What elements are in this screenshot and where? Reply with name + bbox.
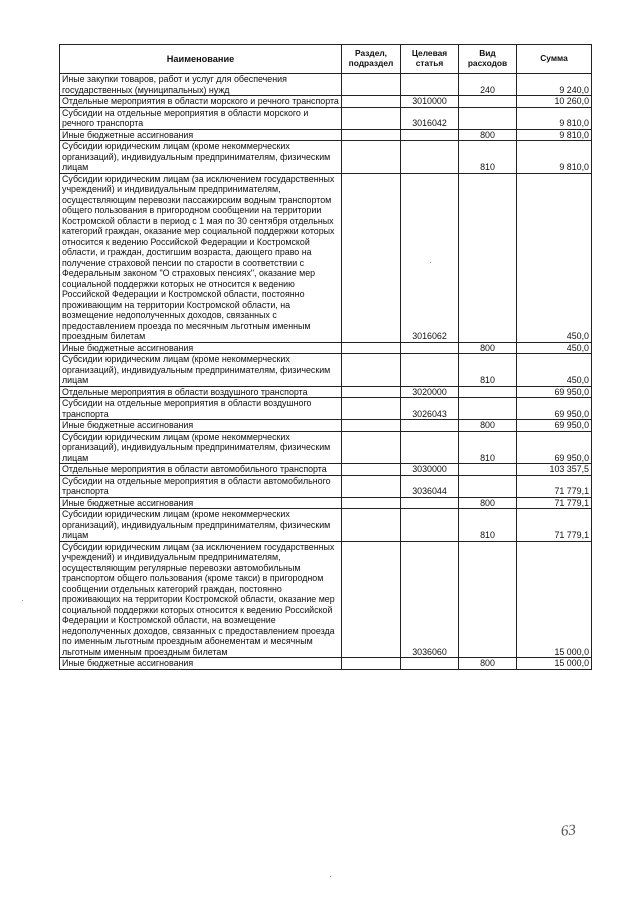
cell-type [459,475,517,497]
cell-name: Субсидии на отдельные мероприятия в области автомобильного транспорта [60,475,342,497]
table-row [60,475,592,497]
cell-section [342,354,401,387]
cell-target [401,342,459,354]
cell-target [401,658,459,670]
cell-section [342,74,401,96]
table-row [60,173,592,342]
cell-sum: 450,0 [517,173,592,342]
header-type: Вид расходов [459,45,517,74]
cell-target [401,420,459,432]
table-row [60,74,592,96]
cell-sum: 15 000,0 [517,658,592,670]
cell-section [342,141,401,174]
cell-name: Отдельные мероприятия в области автомобильного транспорта [60,464,342,476]
cell-section [342,509,401,542]
cell-target [401,74,459,96]
cell-type [459,398,517,420]
cell-name: Субсидии юридическим лицам (за исключением государственных учреждений) и индивидуальным предпринимателям, осуществляющим перевозки пассажирским водным транспортом общего пользования в пригородном сообщении на территории Костромской области в период с 1 мая по 30 сентября отдельных категорий граждан, оказание мер социальной поддержки которых относится к ведению Российской Федерации и Костромской области, и граждан, достигшим возраста, дающего право на получение страховой пенсии по старости в соответствии с Федеральным законом "О страховых пенсиях", оказание мер социальной поддержки которых не относится к ведению Российской Федерации и Костромской области, постоянно проживающим на территории Костромской области, на возмещение недополученных доходов, связанных с предоставлением проезда по месячным льготным именным проездным билетам [60,173,342,342]
cell-sum: 69 950,0 [517,420,592,432]
cell-target: 3010000 [401,96,459,108]
cell-name: Отдельные мероприятия в области морского и речного транспорта [60,96,342,108]
page-number: 63 [560,822,577,840]
cell-name: Иные бюджетные ассигнования [60,497,342,509]
cell-target: 3016042 [401,107,459,129]
cell-type: 810 [459,431,517,464]
cell-section [342,497,401,509]
cell-sum: 71 779,1 [517,475,592,497]
table-row [60,141,592,174]
cell-section [342,107,401,129]
cell-name: Иные бюджетные ассигнования [60,658,342,670]
header-target: Целевая статья [401,45,459,74]
cell-type: 810 [459,509,517,542]
cell-name: Субсидии юридическим лицам (за исключением государственных учреждений) и индивидуальным предпринимателям, осуществляющим регулярные перевозки автомобильным транспортом общего пользования (кроме такси) в пригородном сообщении отдельных категорий граждан, постоянно проживающих на территории Костромской области, оказание мер социальной поддержки которых относится к ведению Российской Федерации и Костромской области, на возмещение недополученных доходов, связанных с предоставлением проезда по именным льготным проездным абонементам и месячным льготным именным проездным билетам [60,541,342,658]
cell-target [401,129,459,141]
cell-name: Субсидии юридическим лицам (кроме некоммерческих организаций), индивидуальным предпринимателям, физическим лицам [60,354,342,387]
cell-target [401,354,459,387]
cell-type: 800 [459,497,517,509]
cell-sum: 9 240,0 [517,74,592,96]
cell-sum: 9 810,0 [517,141,592,174]
table-row [60,107,592,129]
cell-type: 810 [459,141,517,174]
cell-section [342,96,401,108]
cell-name: Иные закупки товаров, работ и услуг для обеспечения государственных (муниципальных) нужд [60,74,342,96]
cell-name: Субсидии на отдельные мероприятия в области морского и речного транспорта [60,107,342,129]
cell-type [459,464,517,476]
cell-section [342,386,401,398]
cell-sum: 71 779,1 [517,497,592,509]
cell-target [401,431,459,464]
cell-type: 810 [459,354,517,387]
header-sum: Сумма [517,45,592,74]
cell-name: Отдельные мероприятия в области воздушного транспорта [60,386,342,398]
cell-sum: 69 950,0 [517,398,592,420]
cell-name: Субсидии юридическим лицам (кроме некоммерческих организаций), индивидуальным предпринимателям, физическим лицам [60,141,342,174]
table-row [60,509,592,542]
cell-section [342,658,401,670]
cell-section [342,129,401,141]
cell-target [401,509,459,542]
cell-type: 800 [459,658,517,670]
cell-target: 3020000 [401,386,459,398]
cell-sum: 15 000,0 [517,541,592,658]
cell-sum: 9 810,0 [517,107,592,129]
cell-section [342,342,401,354]
cell-sum: 71 779,1 [517,509,592,542]
cell-name: Иные бюджетные ассигнования [60,420,342,432]
cell-target: 3036060 [401,541,459,658]
cell-name: Субсидии на отдельные мероприятия в области воздушного транспорта [60,398,342,420]
cell-name: Иные бюджетные ассигнования [60,129,342,141]
cell-type: 800 [459,342,517,354]
cell-name: Иные бюджетные ассигнования [60,342,342,354]
cell-section [342,464,401,476]
cell-target: 3030000 [401,464,459,476]
scan-speck [22,600,23,601]
cell-section [342,420,401,432]
scan-speck [430,262,431,263]
table-row [60,431,592,464]
cell-type [459,173,517,342]
budget-table [59,44,592,670]
cell-target [401,141,459,174]
cell-sum: 69 950,0 [517,386,592,398]
cell-section [342,431,401,464]
cell-section [342,541,401,658]
cell-type [459,107,517,129]
table-row [60,96,592,108]
cell-type: 240 [459,74,517,96]
scan-speck [330,876,331,877]
cell-target: 3036044 [401,475,459,497]
cell-target [401,497,459,509]
cell-type [459,541,517,658]
cell-name: Субсидии юридическим лицам (кроме некоммерческих организаций), индивидуальным предпринимателям, физическим лицам [60,431,342,464]
cell-sum: 103 357,5 [517,464,592,476]
table-row [60,129,592,141]
cell-name: Субсидии юридическим лицам (кроме некоммерческих организаций), индивидуальным предпринимателям, физическим лицам [60,509,342,542]
cell-section [342,173,401,342]
cell-type [459,96,517,108]
header-section: Раздел, подраздел [342,45,401,74]
cell-sum: 450,0 [517,342,592,354]
table-row [60,342,592,354]
table-row [60,658,592,670]
table-row [60,464,592,476]
cell-section [342,398,401,420]
table-row [60,541,592,658]
table-row [60,420,592,432]
cell-section [342,475,401,497]
cell-target: 3026043 [401,398,459,420]
cell-sum: 69 950,0 [517,431,592,464]
cell-target: 3016062 [401,173,459,342]
table-row [60,354,592,387]
table-header-row [60,45,592,74]
cell-type [459,386,517,398]
cell-sum: 10 260,0 [517,96,592,108]
table-row [60,386,592,398]
cell-sum: 9 810,0 [517,129,592,141]
cell-type: 800 [459,420,517,432]
header-name: Наименование [60,45,342,74]
table-row [60,497,592,509]
cell-type: 800 [459,129,517,141]
table-row [60,398,592,420]
cell-sum: 450,0 [517,354,592,387]
